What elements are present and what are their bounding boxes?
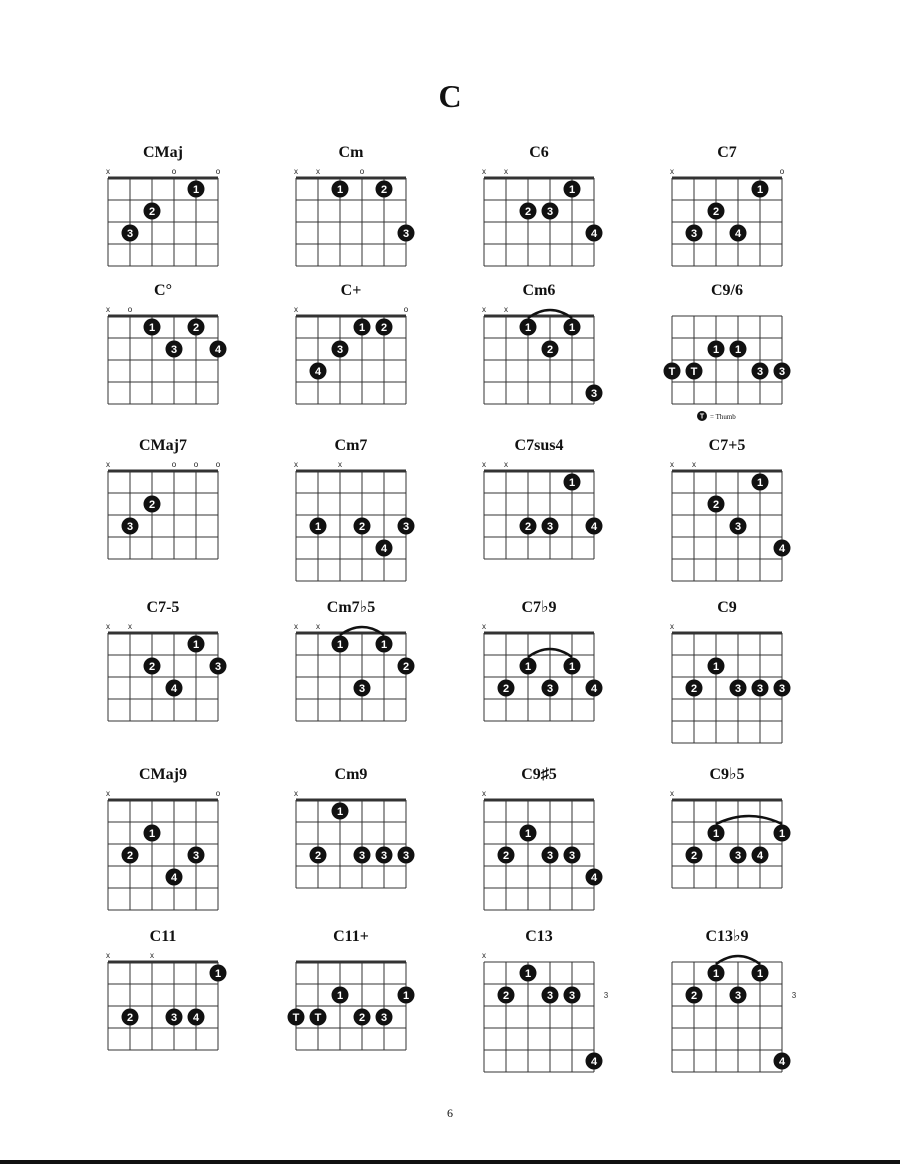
finger-number: 1 [214,968,222,980]
finger-number: 4 [590,521,598,533]
finger-number: T [668,366,676,378]
finger-number: 3 [568,990,576,1002]
finger-number: 3 [358,850,366,862]
muted-string-marker: x [504,305,508,314]
finger-number: 3 [214,661,222,673]
finger-number: 4 [590,683,598,695]
finger-number: 3 [756,366,764,378]
finger-number: 3 [336,344,344,356]
finger-number: 1 [380,639,388,651]
finger-number: 3 [546,850,554,862]
open-string-marker: o [215,789,221,798]
finger-number: 3 [358,683,366,695]
finger-number: 4 [590,872,598,884]
chord-diagram [106,928,227,1050]
chord-diagram [482,599,603,721]
finger-number: 1 [756,477,764,489]
chord-name: C11 [149,928,177,945]
finger-number: 3 [126,228,134,240]
chord-diagram [294,766,415,888]
chord-diagram [106,766,221,910]
chord-diagram [672,928,797,1072]
chord-name: CMaj7 [139,437,187,454]
chord-name: C6 [529,144,549,161]
finger-number: 3 [734,850,742,862]
chord-name: C9♯5 [521,766,557,783]
chord-name: C13 [525,928,553,945]
chord-name: CMaj9 [139,766,187,783]
muted-string-marker: x [294,460,298,469]
muted-string-marker: x [316,622,320,631]
finger-number: 1 [778,828,786,840]
page-number: 6 [447,1106,453,1120]
chord-diagram [670,599,791,743]
finger-number: 1 [524,828,532,840]
chord-name: C9 [717,599,737,616]
finger-number: 3 [126,521,134,533]
open-string-marker: o [127,305,133,314]
finger-number: 3 [546,990,554,1002]
chord-name: Cm7 [334,437,368,454]
chord-diagram [294,144,415,266]
finger-number: 4 [590,1056,598,1068]
muted-string-marker: x [106,789,110,798]
finger-number: 1 [712,828,720,840]
open-string-marker: o [779,167,785,176]
finger-number: 2 [380,184,388,196]
finger-number: 3 [778,366,786,378]
chord-diagram [664,282,791,421]
muted-string-marker: x [106,622,110,631]
open-string-marker: o [215,167,221,176]
muted-string-marker: x [482,305,486,314]
chord-diagram [482,437,603,559]
finger-number: 3 [380,850,388,862]
finger-number: 1 [712,968,720,980]
muted-string-marker: x [294,789,298,798]
finger-number: 2 [690,683,698,695]
finger-number: 3 [590,388,598,400]
finger-number: T [292,1012,300,1024]
open-string-marker: o [215,460,221,469]
finger-number: 2 [546,344,554,356]
finger-number: 1 [568,184,576,196]
finger-number: 1 [192,639,200,651]
muted-string-marker: x [692,460,696,469]
muted-string-marker: x [106,305,110,314]
muted-string-marker: x [294,305,298,314]
finger-number: 2 [126,850,134,862]
muted-string-marker: x [106,167,110,176]
finger-number: T [690,366,698,378]
finger-number: 1 [756,184,764,196]
open-string-marker: o [403,305,409,314]
chord-diagram [670,437,791,581]
finger-number: 1 [336,806,344,818]
finger-number: 2 [358,521,366,533]
thumb-legend-text: = Thumb [710,413,736,421]
finger-number: 2 [192,322,200,334]
chord-diagram [482,928,609,1072]
finger-number: 1 [314,521,322,533]
finger-number: 4 [170,683,178,695]
chord-name: C7+5 [708,437,746,454]
muted-string-marker: x [106,460,110,469]
finger-number: 1 [148,828,156,840]
finger-number: 2 [148,499,156,511]
chord-diagram [294,437,415,581]
chord-diagram [106,144,221,266]
fret-position-label: 3 [603,991,609,1000]
finger-number: 3 [734,990,742,1002]
muted-string-marker: x [504,460,508,469]
chord-name: Cm9 [334,766,368,783]
finger-number: 4 [380,543,388,555]
finger-number: 4 [734,228,742,240]
finger-number: 3 [170,1012,178,1024]
finger-number: 3 [402,228,410,240]
finger-number: 4 [778,543,786,555]
open-string-marker: o [193,460,199,469]
finger-number: 2 [148,661,156,673]
finger-number: 1 [568,322,576,334]
finger-number: 2 [314,850,322,862]
barre-arc [716,816,782,824]
finger-number: 2 [148,206,156,218]
finger-number: 3 [402,850,410,862]
finger-number: 3 [546,521,554,533]
finger-number: 2 [502,850,510,862]
finger-number: 1 [148,322,156,334]
finger-number: 4 [778,1056,786,1068]
muted-string-marker: x [482,951,486,960]
finger-number: 1 [524,968,532,980]
muted-string-marker: x [106,951,110,960]
chord-diagram [106,437,221,559]
chord-diagram [482,144,603,266]
finger-number: 1 [192,184,200,196]
muted-string-marker: x [670,622,674,631]
finger-number: 4 [170,872,178,884]
finger-number: 1 [336,639,344,651]
finger-number: 4 [192,1012,200,1024]
muted-string-marker: x [670,167,674,176]
chord-diagram [106,282,227,404]
finger-number: 1 [568,661,576,673]
muted-string-marker: x [504,167,508,176]
finger-number: 3 [690,228,698,240]
finger-number: 3 [778,683,786,695]
chord-diagram [106,599,227,721]
finger-number: 1 [402,990,410,1002]
chord-diagram [482,766,603,910]
chord-diagram [288,928,415,1050]
muted-string-marker: x [338,460,342,469]
finger-number: 1 [358,322,366,334]
finger-number: 1 [712,344,720,356]
muted-string-marker: x [150,951,154,960]
finger-number: 2 [524,521,532,533]
muted-string-marker: x [670,789,674,798]
finger-number: 3 [402,521,410,533]
muted-string-marker: x [482,460,486,469]
chord-name: CMaj [143,144,183,161]
finger-number: 2 [712,499,720,511]
finger-number: 2 [502,990,510,1002]
finger-number: 1 [336,990,344,1002]
finger-number: 4 [756,850,764,862]
page-title: C [438,78,462,114]
chord-diagram [670,144,785,266]
finger-number: 3 [734,683,742,695]
chord-name: C7-5 [146,599,180,616]
finger-number: 3 [568,850,576,862]
finger-number: 1 [568,477,576,489]
finger-number: 3 [192,850,200,862]
muted-string-marker: x [482,789,486,798]
finger-number: 3 [170,344,178,356]
muted-string-marker: x [294,167,298,176]
chord-diagram [294,282,409,404]
open-string-marker: o [171,460,177,469]
finger-number: 1 [336,184,344,196]
chord-diagram [294,599,415,721]
finger-number: 4 [214,344,222,356]
finger-number: 3 [756,683,764,695]
fret-position-label: 3 [791,991,797,1000]
chord-name: C9♭5 [709,766,745,783]
muted-string-marker: x [128,622,132,631]
chord-name: C9/6 [711,282,743,299]
thumb-legend-letter: T [699,413,705,421]
finger-number: 3 [546,683,554,695]
finger-number: 4 [314,366,322,378]
finger-number: 2 [690,990,698,1002]
finger-number: T [314,1012,322,1024]
finger-number: 1 [524,322,532,334]
finger-number: 2 [358,1012,366,1024]
chord-diagram [482,282,603,404]
finger-number: 2 [380,322,388,334]
muted-string-marker: x [482,167,486,176]
chord-name: C11+ [333,928,369,945]
finger-number: 1 [734,344,742,356]
finger-number: 1 [712,661,720,673]
finger-number: 2 [690,850,698,862]
chord-name: Cm7♭5 [326,599,376,616]
open-string-marker: o [171,167,177,176]
finger-number: 1 [524,661,532,673]
finger-number: 1 [756,968,764,980]
muted-string-marker: x [482,622,486,631]
chord-name: C+ [340,282,362,299]
chord-name: C° [154,282,172,299]
finger-number: 2 [126,1012,134,1024]
chord-name: C7sus4 [514,437,564,454]
chord-name: C13♭9 [705,928,749,945]
finger-number: 2 [502,683,510,695]
muted-string-marker: x [316,167,320,176]
muted-string-marker: x [294,622,298,631]
finger-number: 2 [524,206,532,218]
chord-name: Cm6 [522,282,556,299]
muted-string-marker: x [670,460,674,469]
chord-name: C7♭9 [521,599,557,616]
finger-number: 4 [590,228,598,240]
chord-name: C7 [717,144,737,161]
finger-number: 3 [546,206,554,218]
finger-number: 3 [734,521,742,533]
finger-number: 2 [712,206,720,218]
chord-diagram [670,766,791,888]
bottom-rule [0,1160,900,1164]
finger-number: 2 [402,661,410,673]
chord-name: Cm [338,144,364,161]
finger-number: 3 [380,1012,388,1024]
open-string-marker: o [359,167,365,176]
